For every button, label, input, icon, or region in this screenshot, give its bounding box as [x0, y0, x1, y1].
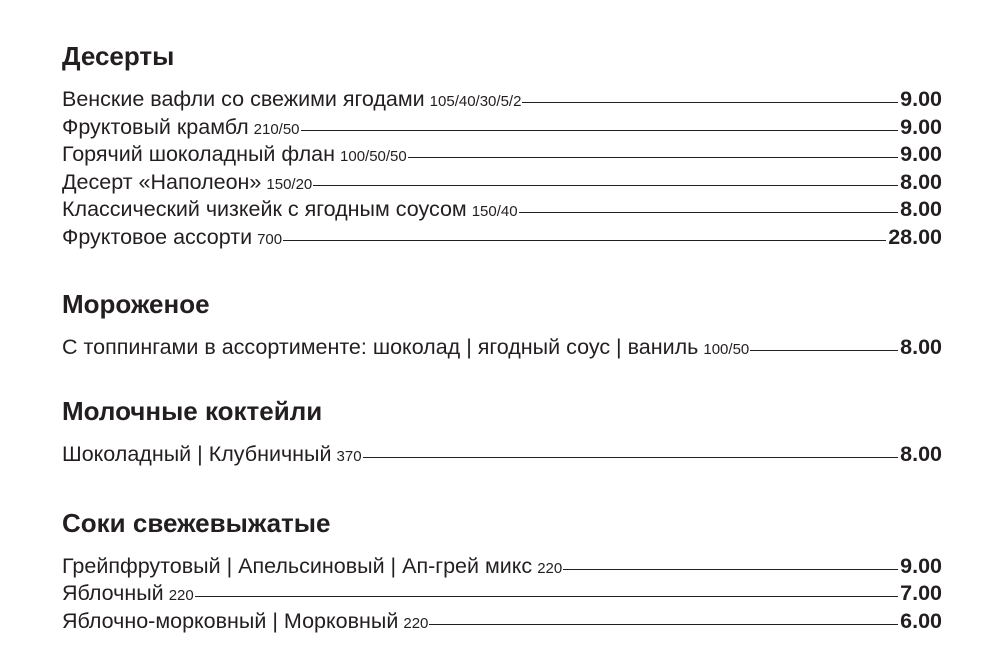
menu-items — [62, 334, 942, 362]
item-name: Классический чизкейк с ягодным соусом — [62, 197, 467, 222]
item-price: 9.00 — [900, 553, 942, 578]
menu-item — [62, 224, 942, 252]
menu — [62, 36, 942, 636]
item-name: Десерт «Наполеон» — [62, 169, 262, 194]
section-desserts — [62, 36, 942, 252]
section-milkshakes — [62, 391, 942, 469]
menu-item — [62, 334, 942, 362]
leader-line — [563, 569, 898, 570]
item-price: 8.00 — [900, 197, 942, 222]
menu-item — [62, 553, 942, 581]
leader-line — [522, 102, 898, 103]
item-name: Шоколадный | Клубничный — [62, 442, 332, 467]
item-portion: 700 — [257, 230, 283, 248]
item-price: 8.00 — [900, 442, 942, 467]
menu-items — [62, 441, 942, 469]
item-name: Фруктовый крамбл — [62, 114, 249, 139]
item-name: Яблочно-морковный | Морковный — [62, 608, 399, 633]
leader-line — [750, 350, 898, 351]
item-price: 8.00 — [900, 169, 942, 194]
item-portion: 370 — [336, 448, 362, 466]
item-portion: 150/20 — [266, 175, 313, 193]
item-portion: 150/40 — [471, 203, 518, 221]
item-name: С топпингами в ассортименте: шоколад | ягодный соус | ваниль — [62, 334, 699, 359]
item-price: 7.00 — [900, 581, 942, 606]
leader-line — [283, 240, 886, 241]
leader-line — [195, 596, 898, 597]
menu-item — [62, 196, 942, 224]
leader-line — [313, 185, 898, 186]
menu-item — [62, 141, 942, 169]
item-name: Грейпфрутовый | Апельсиновый | Ап-грей микс — [62, 553, 533, 578]
item-price: 9.00 — [900, 87, 942, 111]
section-title: Мороженое — [62, 288, 210, 319]
item-price: 6.00 — [900, 608, 942, 633]
menu-item — [62, 114, 942, 142]
item-portion: 220 — [168, 587, 194, 605]
menu-item — [62, 608, 942, 636]
menu-item — [62, 86, 942, 114]
item-name: Венские вафли со свежими ягодами — [62, 87, 425, 111]
item-name: Горячий шоколадный флан — [62, 142, 336, 167]
leader-line — [519, 212, 899, 213]
menu-items — [62, 86, 942, 252]
item-portion: 100/50/50 — [340, 148, 407, 166]
item-price: 8.00 — [900, 334, 942, 359]
menu-item — [62, 169, 942, 197]
item-portion: 100/50 — [703, 340, 750, 358]
item-portion: 220 — [537, 559, 563, 577]
leader-line — [363, 457, 899, 458]
menu-items — [62, 553, 942, 636]
section-title: Молочные коктейли — [62, 396, 323, 427]
item-price: 9.00 — [900, 114, 942, 139]
section-title: Соки свежевыжатые — [62, 507, 331, 538]
leader-line — [301, 130, 899, 131]
item-portion: 105/40/30/5/2 — [429, 93, 522, 110]
item-name: Фруктовое ассорти — [62, 224, 253, 249]
item-portion: 220 — [403, 614, 429, 632]
menu-item — [62, 580, 942, 608]
leader-line — [408, 157, 898, 158]
leader-line — [429, 624, 898, 625]
item-price: 9.00 — [900, 142, 942, 167]
item-name: Яблочный — [62, 581, 164, 606]
section-title: Десерты — [62, 41, 175, 71]
menu-item — [62, 441, 942, 469]
section-fresh-juices — [62, 503, 942, 636]
item-portion: 210/50 — [253, 120, 300, 138]
section-ice-cream — [62, 284, 942, 362]
item-price: 28.00 — [888, 224, 942, 249]
